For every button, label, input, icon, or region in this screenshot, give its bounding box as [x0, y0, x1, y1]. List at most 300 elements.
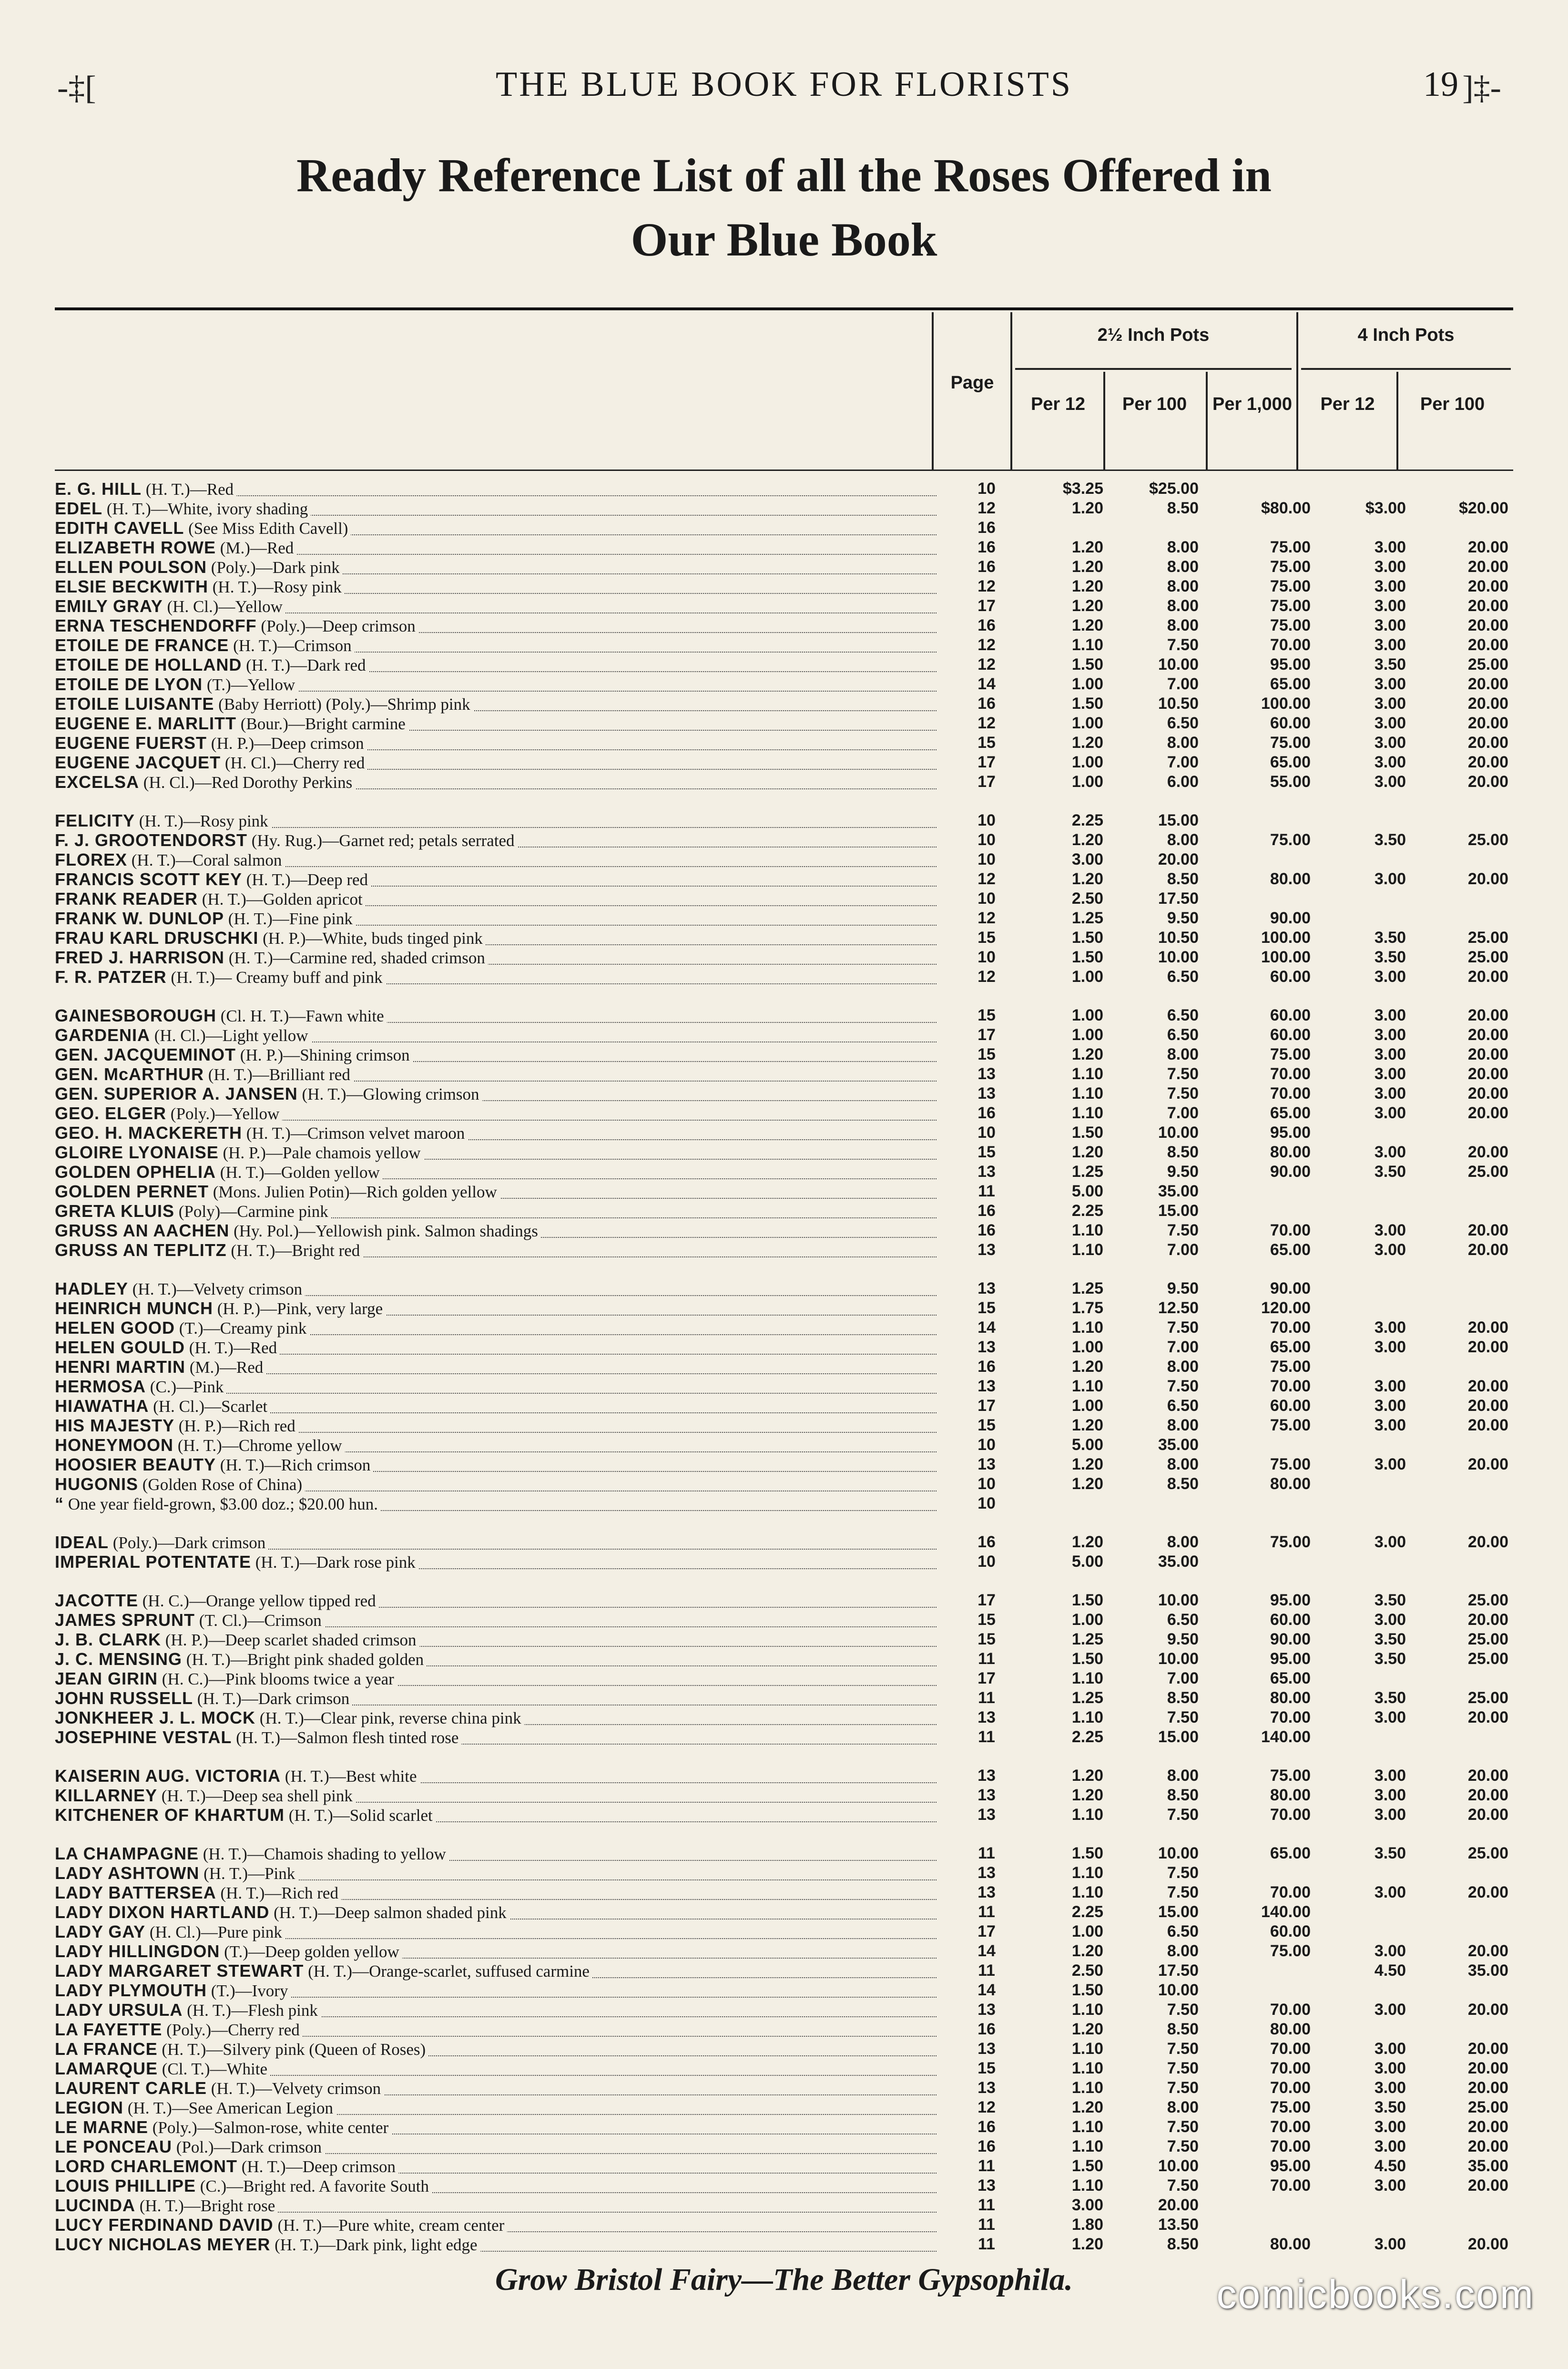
price-large-per100: 35.00 [1467, 1961, 1508, 1980]
page-ref: 11 [978, 1903, 995, 1921]
rose-entry [55, 869, 937, 889]
price-small-per1000: 75.00 [1270, 2098, 1311, 2116]
price-small-per100: 10.00 [1158, 655, 1199, 674]
rose-entry [55, 655, 937, 675]
price-small-per100: 8.00 [1167, 1455, 1199, 1473]
table-row [55, 1981, 1523, 2000]
rose-name: LEGION [55, 2098, 124, 2117]
rose-description: (T.)—Ivory [207, 1981, 288, 2000]
table-row [55, 616, 1523, 635]
price-small-per100: 7.50 [1167, 2040, 1199, 2058]
price-large-per100: 20.00 [1467, 694, 1508, 713]
price-small-per1000: 90.00 [1270, 909, 1311, 927]
table-row [55, 2235, 1523, 2254]
price-small-per100: 7.50 [1167, 2001, 1199, 2019]
table-row [55, 518, 1523, 538]
page-ref: 10 [977, 889, 996, 908]
price-large-per12: 4.50 [1374, 1961, 1406, 1980]
table-row [55, 1474, 1523, 1494]
price-small-per100: 35.00 [1158, 1552, 1199, 1571]
price-small-per1000: 75.00 [1270, 734, 1311, 752]
rose-name: JAMES SPRUNT [55, 1610, 195, 1630]
page-ref: 10 [977, 948, 996, 966]
price-large-per12: 3.00 [1374, 1767, 1406, 1785]
table-row [55, 1494, 1523, 1513]
table-row [55, 1416, 1523, 1435]
price-small-per12: 1.50 [1071, 1650, 1103, 1668]
rose-name: ELIZABETH ROWE [55, 538, 216, 557]
rose-entry [55, 1981, 937, 2001]
price-small-per12: 1.20 [1071, 558, 1103, 576]
rose-entry [55, 479, 937, 499]
rose-description: (H. T.)—Dark pink, light edge [270, 2236, 478, 2254]
rose-entry [55, 596, 937, 616]
price-small-per100: 8.50 [1167, 499, 1199, 517]
price-small-per100: 8.00 [1167, 1942, 1199, 1960]
rose-description: (See Miss Edith Cavell) [184, 519, 348, 538]
price-large-per12: 3.00 [1374, 1708, 1406, 1726]
price-small-per1000: 70.00 [1270, 2040, 1311, 2058]
rose-entry [55, 557, 937, 577]
rose-name: JONKHEER J. L. MOCK [55, 1708, 256, 1727]
price-large-per100: 25.00 [1467, 655, 1508, 674]
rose-name: LADY HILLINGDON [55, 1941, 220, 1961]
table-row [55, 1902, 1523, 1922]
rose-entry [55, 1688, 937, 1708]
rose-description: (H. T.)—Coral salmon [127, 851, 282, 869]
price-large-per100: 20.00 [1467, 1806, 1508, 1824]
table-row [55, 753, 1523, 772]
rose-name: F. R. PATZER [55, 967, 167, 987]
table-row [55, 2137, 1523, 2156]
price-small-per1000: 75.00 [1270, 1942, 1311, 1960]
rose-name: EDITH CAVELL [55, 518, 184, 538]
price-small-per12: 1.10 [1071, 1104, 1103, 1122]
price-large-per12: 3.00 [1374, 1942, 1406, 1960]
page-header [48, 60, 1520, 112]
rose-description: (Bour.)—Bright carmine [236, 715, 406, 733]
rose-description: (H. Cl.)—Scarlet [149, 1397, 268, 1416]
price-small-per100: 7.50 [1167, 1084, 1199, 1103]
price-small-per12: 1.20 [1071, 1942, 1103, 1960]
col-divider-small [1010, 312, 1012, 470]
price-large-per100: 20.00 [1467, 2137, 1508, 2155]
rose-entry [55, 2039, 937, 2059]
price-large-per12: 3.00 [1374, 694, 1406, 713]
price-small-per100: 15.00 [1158, 1903, 1199, 1921]
price-large-per100: 20.00 [1467, 2001, 1508, 2019]
table-row [55, 655, 1523, 674]
price-large-per100: 20.00 [1467, 558, 1508, 576]
page-ref: 16 [977, 519, 996, 537]
table-row [55, 1279, 1523, 1298]
price-large-per12: 3.00 [1374, 2176, 1406, 2195]
rose-entry [55, 499, 937, 519]
price-small-per100: 9.50 [1167, 1163, 1199, 1181]
table-row [55, 1844, 1523, 1863]
price-large-per12: 3.00 [1374, 1045, 1406, 1063]
price-small-per100: 20.00 [1158, 850, 1199, 868]
price-small-per12: 1.10 [1071, 1318, 1103, 1337]
rose-description: (H. T.)—Pure white, cream center [273, 2216, 505, 2235]
price-small-per100: 8.00 [1167, 1416, 1199, 1434]
rose-description: (Hy. Rug.)—Garnet red; petals serrated [247, 831, 515, 850]
price-small-per100: 10.00 [1158, 1591, 1199, 1609]
page-ref: 13 [977, 1806, 996, 1824]
rose-name: HADLEY [55, 1279, 129, 1298]
price-small-per12: 1.00 [1071, 1026, 1103, 1044]
price-small-per12: 3.00 [1071, 850, 1103, 868]
rose-entry [55, 1338, 937, 1358]
rose-name: GAINESBOROUGH [55, 1006, 217, 1025]
page-ref: 11 [978, 1182, 995, 1200]
price-large-per100: 20.00 [1467, 1767, 1508, 1785]
rose-name: HELEN GOULD [55, 1338, 185, 1357]
price-small-per1000: 80.00 [1270, 1786, 1311, 1804]
table-row [55, 499, 1523, 518]
page-ref: 12 [977, 870, 996, 888]
price-large-per12: 3.00 [1374, 1806, 1406, 1824]
rose-name: FRANCIS SCOTT KEY [55, 869, 243, 889]
col-group-large: 4 Inch Pots [1357, 325, 1455, 345]
page-ref: 16 [977, 1221, 996, 1239]
price-small-per1000: 60.00 [1270, 1611, 1311, 1629]
price-large-per100: 25.00 [1467, 2098, 1508, 2116]
price-large-per12: 3.00 [1374, 577, 1406, 595]
rose-name: ERNA TESCHENDORFF [55, 616, 257, 635]
page-ref: 17 [977, 1591, 996, 1609]
rose-entry [55, 1025, 937, 1045]
page-ref: 14 [977, 675, 996, 693]
watermark: comicbooks.com [1216, 2272, 1535, 2317]
table-row [55, 889, 1523, 909]
price-small-per12: 1.20 [1071, 1416, 1103, 1434]
header-bottom-rule [55, 470, 1513, 471]
page-ref: 11 [978, 2196, 995, 2214]
price-large-per12: 3.50 [1374, 1689, 1406, 1707]
price-small-per100: 10.00 [1158, 1123, 1199, 1142]
price-small-per12: 1.10 [1071, 1708, 1103, 1726]
price-large-per12: 3.50 [1374, 929, 1406, 947]
price-small-per12: 1.20 [1071, 2235, 1103, 2253]
price-small-per12: 1.00 [1071, 1397, 1103, 1415]
price-small-per12: 1.20 [1071, 577, 1103, 595]
price-small-per100: 7.50 [1167, 1221, 1199, 1239]
table-row [55, 674, 1523, 694]
rose-name: “ [55, 1494, 64, 1513]
rose-description: (H. T.)—Red [142, 480, 234, 499]
price-large-per100: 20.00 [1467, 2118, 1508, 2136]
price-small-per12: 5.00 [1071, 1552, 1103, 1571]
rose-description: (H. T.)—Clear pink, reverse china pink [255, 1709, 521, 1727]
price-small-per1000: $80.00 [1261, 499, 1311, 517]
rose-name: IDEAL [55, 1532, 109, 1552]
price-small-per12: 1.25 [1071, 909, 1103, 927]
rose-name: GARDENIA [55, 1025, 151, 1045]
letter-group [55, 1844, 1523, 2254]
rose-name: GRETA KLUIS [55, 1201, 174, 1221]
table-row [55, 1240, 1523, 1260]
price-large-per12: 3.00 [1374, 2059, 1406, 2077]
rose-entry [55, 1045, 937, 1065]
table-row [55, 1298, 1523, 1318]
price-small-per100: 7.50 [1167, 2118, 1199, 2136]
price-small-per1000: 60.00 [1270, 1026, 1311, 1044]
rose-description: (Mons. Julien Potin)—Rich golden yellow [209, 1183, 497, 1201]
rose-entry [55, 1844, 937, 1864]
price-large-per12: 3.00 [1374, 675, 1406, 693]
price-small-per12: 1.10 [1071, 1377, 1103, 1395]
price-small-per12: 1.10 [1071, 1221, 1103, 1239]
rose-name: HERMOSA [55, 1377, 146, 1396]
price-small-per1000: 70.00 [1270, 1221, 1311, 1239]
rose-entry [55, 1240, 937, 1260]
price-small-per100: 8.50 [1167, 1689, 1199, 1707]
price-small-per12: 1.50 [1071, 948, 1103, 966]
price-large-per100: 20.00 [1467, 2079, 1508, 2097]
rose-description: (H. T.)—Rosy pink [135, 812, 268, 830]
price-small-per100: 8.50 [1167, 1786, 1199, 1804]
page-ref: 16 [977, 2137, 996, 2155]
table-row [55, 1025, 1523, 1045]
rose-name: LADY DIXON HARTLAND [55, 1902, 270, 1922]
page-ref: 12 [977, 909, 996, 927]
rose-description: (H. T.)—Fine pink [224, 909, 353, 928]
page-ref: 13 [977, 1786, 996, 1804]
rose-description: (H. T.)—Deep red [242, 870, 368, 889]
rose-name: LORD CHARLEMONT [55, 2156, 237, 2176]
price-small-per100: 7.50 [1167, 636, 1199, 654]
page-ref: 10 [977, 1475, 996, 1493]
price-large-per12: 3.50 [1374, 655, 1406, 674]
price-small-per1000: 140.00 [1261, 1903, 1311, 1921]
rose-name: LADY GAY [55, 1922, 146, 1941]
price-large-per12: 3.00 [1374, 1241, 1406, 1259]
price-small-per100: 10.50 [1158, 694, 1199, 713]
page-ref: 12 [977, 714, 996, 732]
price-small-per1000: 80.00 [1270, 2020, 1311, 2038]
table-row [55, 1688, 1523, 1708]
price-large-per12: 3.00 [1374, 616, 1406, 634]
price-large-per12: 3.50 [1374, 1650, 1406, 1668]
price-small-per1000: 75.00 [1270, 831, 1311, 849]
page-ref: 15 [977, 1611, 996, 1629]
price-small-per100: 8.00 [1167, 616, 1199, 634]
price-small-per12: 1.75 [1071, 1299, 1103, 1317]
table-row [55, 811, 1523, 830]
rose-name: GRUSS AN AACHEN [55, 1221, 230, 1240]
rose-name: HOOSIER BEAUTY [55, 1455, 216, 1474]
price-large-per100: 20.00 [1467, 675, 1508, 693]
price-small-per100: 6.00 [1167, 773, 1199, 791]
page-ref: 16 [977, 694, 996, 713]
price-large-per12: 3.00 [1374, 1143, 1406, 1161]
price-small-per1000: 65.00 [1270, 1338, 1311, 1356]
price-small-per1000: 65.00 [1270, 1669, 1311, 1687]
price-large-per100: 20.00 [1467, 1318, 1508, 1337]
price-small-per100: 7.50 [1167, 2059, 1199, 2077]
price-small-per12: 1.25 [1071, 1630, 1103, 1648]
price-large-per12: 3.00 [1374, 1084, 1406, 1103]
rose-name: LAURENT CARLE [55, 2078, 207, 2098]
rose-name: ETOILE LUISANTE [55, 694, 214, 714]
rose-entry [55, 1318, 937, 1338]
price-large-per100: 20.00 [1467, 870, 1508, 888]
rose-description: (Cl. H. T.)—Fawn white [216, 1007, 384, 1025]
price-small-per12: 1.10 [1071, 2001, 1103, 2019]
price-large-per12: 3.00 [1374, 1065, 1406, 1083]
rose-name: ETOILE DE FRANCE [55, 635, 229, 655]
price-small-per12: 1.50 [1071, 655, 1103, 674]
rose-description: (H. T.)—Bright pink shaded golden [182, 1650, 424, 1669]
price-large-per100: 25.00 [1467, 1844, 1508, 1862]
page-ref: 16 [977, 558, 996, 576]
price-small-per12: 2.50 [1071, 1961, 1103, 1980]
price-small-per12: 1.20 [1071, 499, 1103, 517]
page-ref: 13 [977, 2176, 996, 2195]
col-header-per100b: Per 100 [1420, 394, 1485, 414]
price-small-per1000: 70.00 [1270, 2079, 1311, 2097]
price-small-per12: 1.20 [1071, 831, 1103, 849]
page-ref: 17 [977, 1669, 996, 1687]
price-large-per12: 3.00 [1374, 1397, 1406, 1415]
rose-entry [55, 2098, 937, 2118]
rose-entry [55, 928, 937, 948]
page-ref: 12 [977, 499, 996, 517]
table-row [55, 1045, 1523, 1064]
page-ref: 17 [977, 1397, 996, 1415]
rose-description: (Poly.)—Salmon-rose, white center [148, 2118, 389, 2137]
rose-entry [55, 1182, 937, 1202]
price-small-per1000: 60.00 [1270, 1006, 1311, 1024]
price-small-per1000: 75.00 [1270, 577, 1311, 595]
price-large-per12: 3.00 [1374, 2001, 1406, 2019]
rose-entry [55, 1630, 937, 1650]
price-small-per1000: 100.00 [1261, 948, 1311, 966]
price-large-per12: 3.00 [1374, 1026, 1406, 1044]
price-large-per100: 20.00 [1467, 1026, 1508, 1044]
page-ref: 10 [977, 1436, 996, 1454]
rose-entry [55, 1552, 937, 1572]
price-small-per1000: 65.00 [1270, 1844, 1311, 1862]
table-row [55, 928, 1523, 948]
price-large-per12: 3.00 [1374, 968, 1406, 986]
page-ref: 13 [977, 1279, 996, 1297]
rose-entry [55, 1357, 937, 1377]
rose-description: (H. Cl.)—Red Dorothy Perkins [139, 773, 353, 792]
page-ref: 17 [977, 1922, 996, 1940]
rose-name: HELEN GOOD [55, 1318, 175, 1338]
price-small-per100: 6.50 [1167, 968, 1199, 986]
price-small-per1000: 95.00 [1270, 1650, 1311, 1668]
price-large-per100: 25.00 [1467, 831, 1508, 849]
rose-entry [55, 2215, 937, 2235]
rose-description: (T. Cl.)—Crimson [195, 1611, 322, 1630]
price-small-per100: 10.00 [1158, 1981, 1199, 1999]
price-small-per100: 8.00 [1167, 2098, 1199, 2116]
price-large-per12: 3.00 [1374, 753, 1406, 771]
table-row [55, 1552, 1523, 1572]
price-small-per1000: 75.00 [1270, 1358, 1311, 1376]
page-ref: 10 [977, 1494, 996, 1512]
price-small-per100: 8.50 [1167, 2235, 1199, 2253]
price-small-per1000: 70.00 [1270, 2176, 1311, 2195]
rose-name: JOHN RUSSELL [55, 1688, 193, 1708]
rose-name: JOSEPHINE VESTAL [55, 1727, 232, 1747]
rose-name: GEN. SUPERIOR A. JANSEN [55, 1084, 298, 1103]
table-row [55, 577, 1523, 596]
price-large-per100: 20.00 [1467, 714, 1508, 732]
price-small-per100: 10.00 [1158, 2157, 1199, 2175]
price-small-per1000: 70.00 [1270, 636, 1311, 654]
price-small-per12: 1.00 [1071, 714, 1103, 732]
rose-description: (H. T.)—Pink [199, 1864, 295, 1883]
table-row [55, 1201, 1523, 1221]
rose-name: ETOILE DE HOLLAND [55, 655, 242, 674]
price-large-per100: 25.00 [1467, 1591, 1508, 1609]
rose-entry [55, 2195, 937, 2216]
page-ref: 11 [978, 1728, 995, 1746]
rose-entry [55, 2156, 937, 2176]
rose-description: (H. T.)—Best white [281, 1767, 417, 1786]
price-large-per12: 4.50 [1374, 2157, 1406, 2175]
price-large-per100: 20.00 [1467, 1045, 1508, 1063]
price-small-per12: 2.50 [1071, 889, 1103, 908]
price-large-per12: 3.00 [1374, 734, 1406, 752]
price-small-per100: 8.50 [1167, 1143, 1199, 1161]
rose-name: FRED J. HARRISON [55, 948, 225, 967]
price-large-per12: 3.50 [1374, 1630, 1406, 1648]
price-small-per1000: 60.00 [1270, 714, 1311, 732]
table-row [55, 1786, 1523, 1805]
table-row [55, 1649, 1523, 1669]
price-small-per100: 7.50 [1167, 1065, 1199, 1083]
rose-name: JACOTTE [55, 1591, 139, 1610]
rose-entry [55, 2078, 937, 2098]
rose-description: (H. P.)—Deep crimson [207, 734, 364, 753]
page-ref: 10 [977, 1552, 996, 1571]
rose-entry [55, 1084, 937, 1104]
rose-entry [55, 811, 937, 831]
price-small-per1000: 75.00 [1270, 558, 1311, 576]
page-ref: 13 [977, 2001, 996, 2019]
rose-description: (H. T.)—Dark rose pink [251, 1553, 416, 1572]
table-row [55, 1863, 1523, 1883]
price-small-per12: 1.20 [1071, 1455, 1103, 1473]
page-ref: 13 [977, 1455, 996, 1473]
page-ref: 16 [977, 2118, 996, 2136]
rose-description: (Poly.)—Dark crimson [109, 1533, 266, 1552]
price-small-per1000: 80.00 [1270, 1143, 1311, 1161]
rose-entry [55, 889, 937, 909]
rose-name: F. J. GROOTENDORST [55, 830, 248, 850]
price-large-per100: 20.00 [1467, 1221, 1508, 1239]
title-line-1: Ready Reference List of all the Roses Offered in [296, 149, 1272, 202]
price-small-per100: 7.50 [1167, 1708, 1199, 1726]
page-ref: 15 [977, 929, 996, 947]
rose-description: (Baby Herriott) (Poly.)—Shrimp pink [214, 695, 470, 714]
page-ref: 16 [977, 616, 996, 634]
price-small-per100: 8.00 [1167, 1045, 1199, 1063]
price-small-per1000: 70.00 [1270, 1708, 1311, 1726]
price-small-per1000: 140.00 [1261, 1728, 1311, 1746]
rose-entry [55, 2176, 937, 2196]
rose-name: LADY PLYMOUTH [55, 1981, 207, 2000]
rose-name: HONEYMOON [55, 1435, 174, 1455]
table-row [55, 1338, 1523, 1357]
price-small-per12: 1.20 [1071, 1767, 1103, 1785]
price-large-per12: 3.00 [1374, 2137, 1406, 2155]
